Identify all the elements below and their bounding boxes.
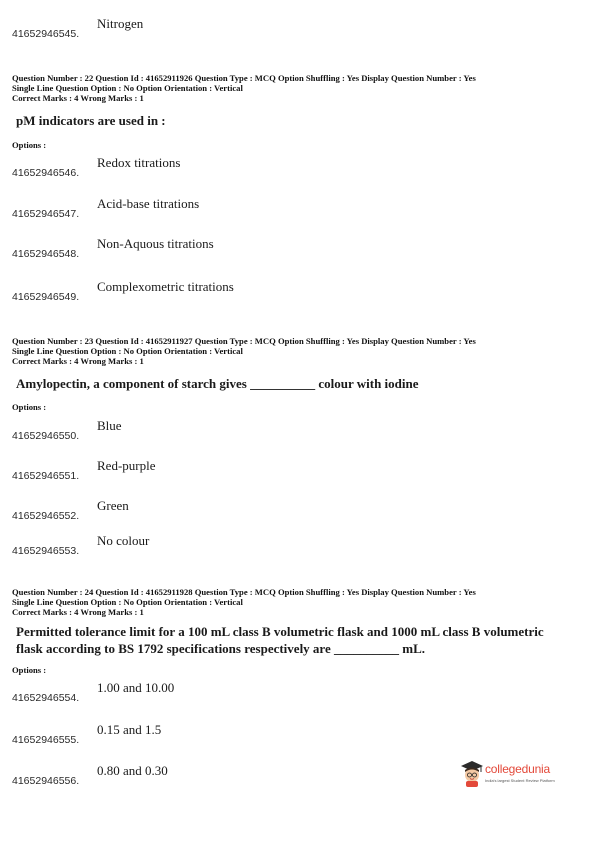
option-row (12, 16, 572, 40)
option-text: 0.15 and 1.5 (97, 722, 162, 737)
question-text-line: pM indicators are used in : (16, 113, 166, 128)
option-text: Redox titrations (97, 155, 181, 170)
question-meta (12, 336, 582, 366)
option-text: Nitrogen (97, 16, 144, 31)
question-text (16, 623, 576, 657)
question-meta-line: Single Line Question Option : No Option Orientation : Vertical (12, 346, 243, 356)
option-row (12, 722, 572, 746)
option-row (12, 196, 572, 220)
option-id: 41652946552. (12, 510, 80, 522)
option-text: Complexometric titrations (97, 279, 234, 294)
question-meta-line: Single Line Question Option : No Option Orientation : Vertical (12, 83, 243, 93)
question-meta (12, 587, 582, 617)
question-meta-line: Question Number : 23 Question Id : 41652911927 Question Type : MCQ Option Shuffling : Yes Display Question Number : Yes (12, 336, 476, 346)
question-meta (12, 73, 582, 103)
option-text: Green (97, 498, 129, 513)
option-id: 41652946554. (12, 692, 80, 704)
option-id: 41652946551. (12, 470, 80, 482)
option-row (12, 533, 572, 557)
question-marks: Correct Marks : 4 Wrong Marks : 1 (12, 93, 144, 103)
option-id: 41652946550. (12, 430, 80, 442)
option-text: 1.00 and 10.00 (97, 680, 175, 695)
option-id: 41652946547. (12, 208, 80, 220)
question-text-line: Permitted tolerance limit for a 100 mL class B volumetric flask and 1000 mL class B volumetric (16, 624, 544, 639)
option-text: Non-Aquous titrations (97, 236, 214, 251)
options-label: Options : (12, 140, 47, 150)
option-row (12, 236, 572, 260)
collegedunia-logo[interactable] (460, 758, 570, 790)
option-id: 41652946553. (12, 545, 80, 557)
question-marks: Correct Marks : 4 Wrong Marks : 1 (12, 356, 144, 366)
option-row (12, 458, 572, 482)
question-text-line: flask according to BS 1792 specifications respectively are __________ mL. (16, 641, 425, 656)
option-text: No colour (97, 533, 150, 548)
question-marks: Correct Marks : 4 Wrong Marks : 1 (12, 607, 144, 617)
option-row (12, 279, 572, 303)
option-text: Red-purple (97, 458, 156, 473)
option-text: 0.80 and 0.30 (97, 763, 168, 778)
option-id: 41652946556. (12, 775, 80, 787)
question-text (16, 375, 576, 392)
option-text: Acid-base titrations (97, 196, 200, 211)
question-text (16, 112, 576, 129)
option-row (12, 155, 572, 179)
option-text: Blue (97, 418, 122, 433)
options-label: Options : (12, 665, 47, 675)
question-text-line: Amylopectin, a component of starch gives __________ colour with iodine (16, 376, 419, 391)
option-row (12, 680, 572, 704)
question-meta-line: Question Number : 24 Question Id : 41652911928 Question Type : MCQ Option Shuffling : Yes Display Question Number : Yes (12, 587, 476, 597)
option-id: 41652946546. (12, 167, 80, 179)
logo-name: collegedunia (485, 762, 550, 776)
logo-tagline: India's largest Student Review Platform (485, 778, 555, 783)
option-id: 41652946555. (12, 734, 80, 746)
option-id: 41652946548. (12, 248, 80, 260)
question-meta-line: Question Number : 22 Question Id : 41652911926 Question Type : MCQ Option Shuffling : Yes Display Question Number : Yes (12, 73, 476, 83)
option-id: 41652946545. (12, 28, 80, 40)
question-meta-line: Single Line Question Option : No Option Orientation : Vertical (12, 597, 243, 607)
option-row (12, 418, 572, 442)
graduate-mascot-icon (460, 760, 484, 788)
option-row (12, 498, 572, 522)
options-label: Options : (12, 402, 47, 412)
option-id: 41652946549. (12, 291, 80, 303)
